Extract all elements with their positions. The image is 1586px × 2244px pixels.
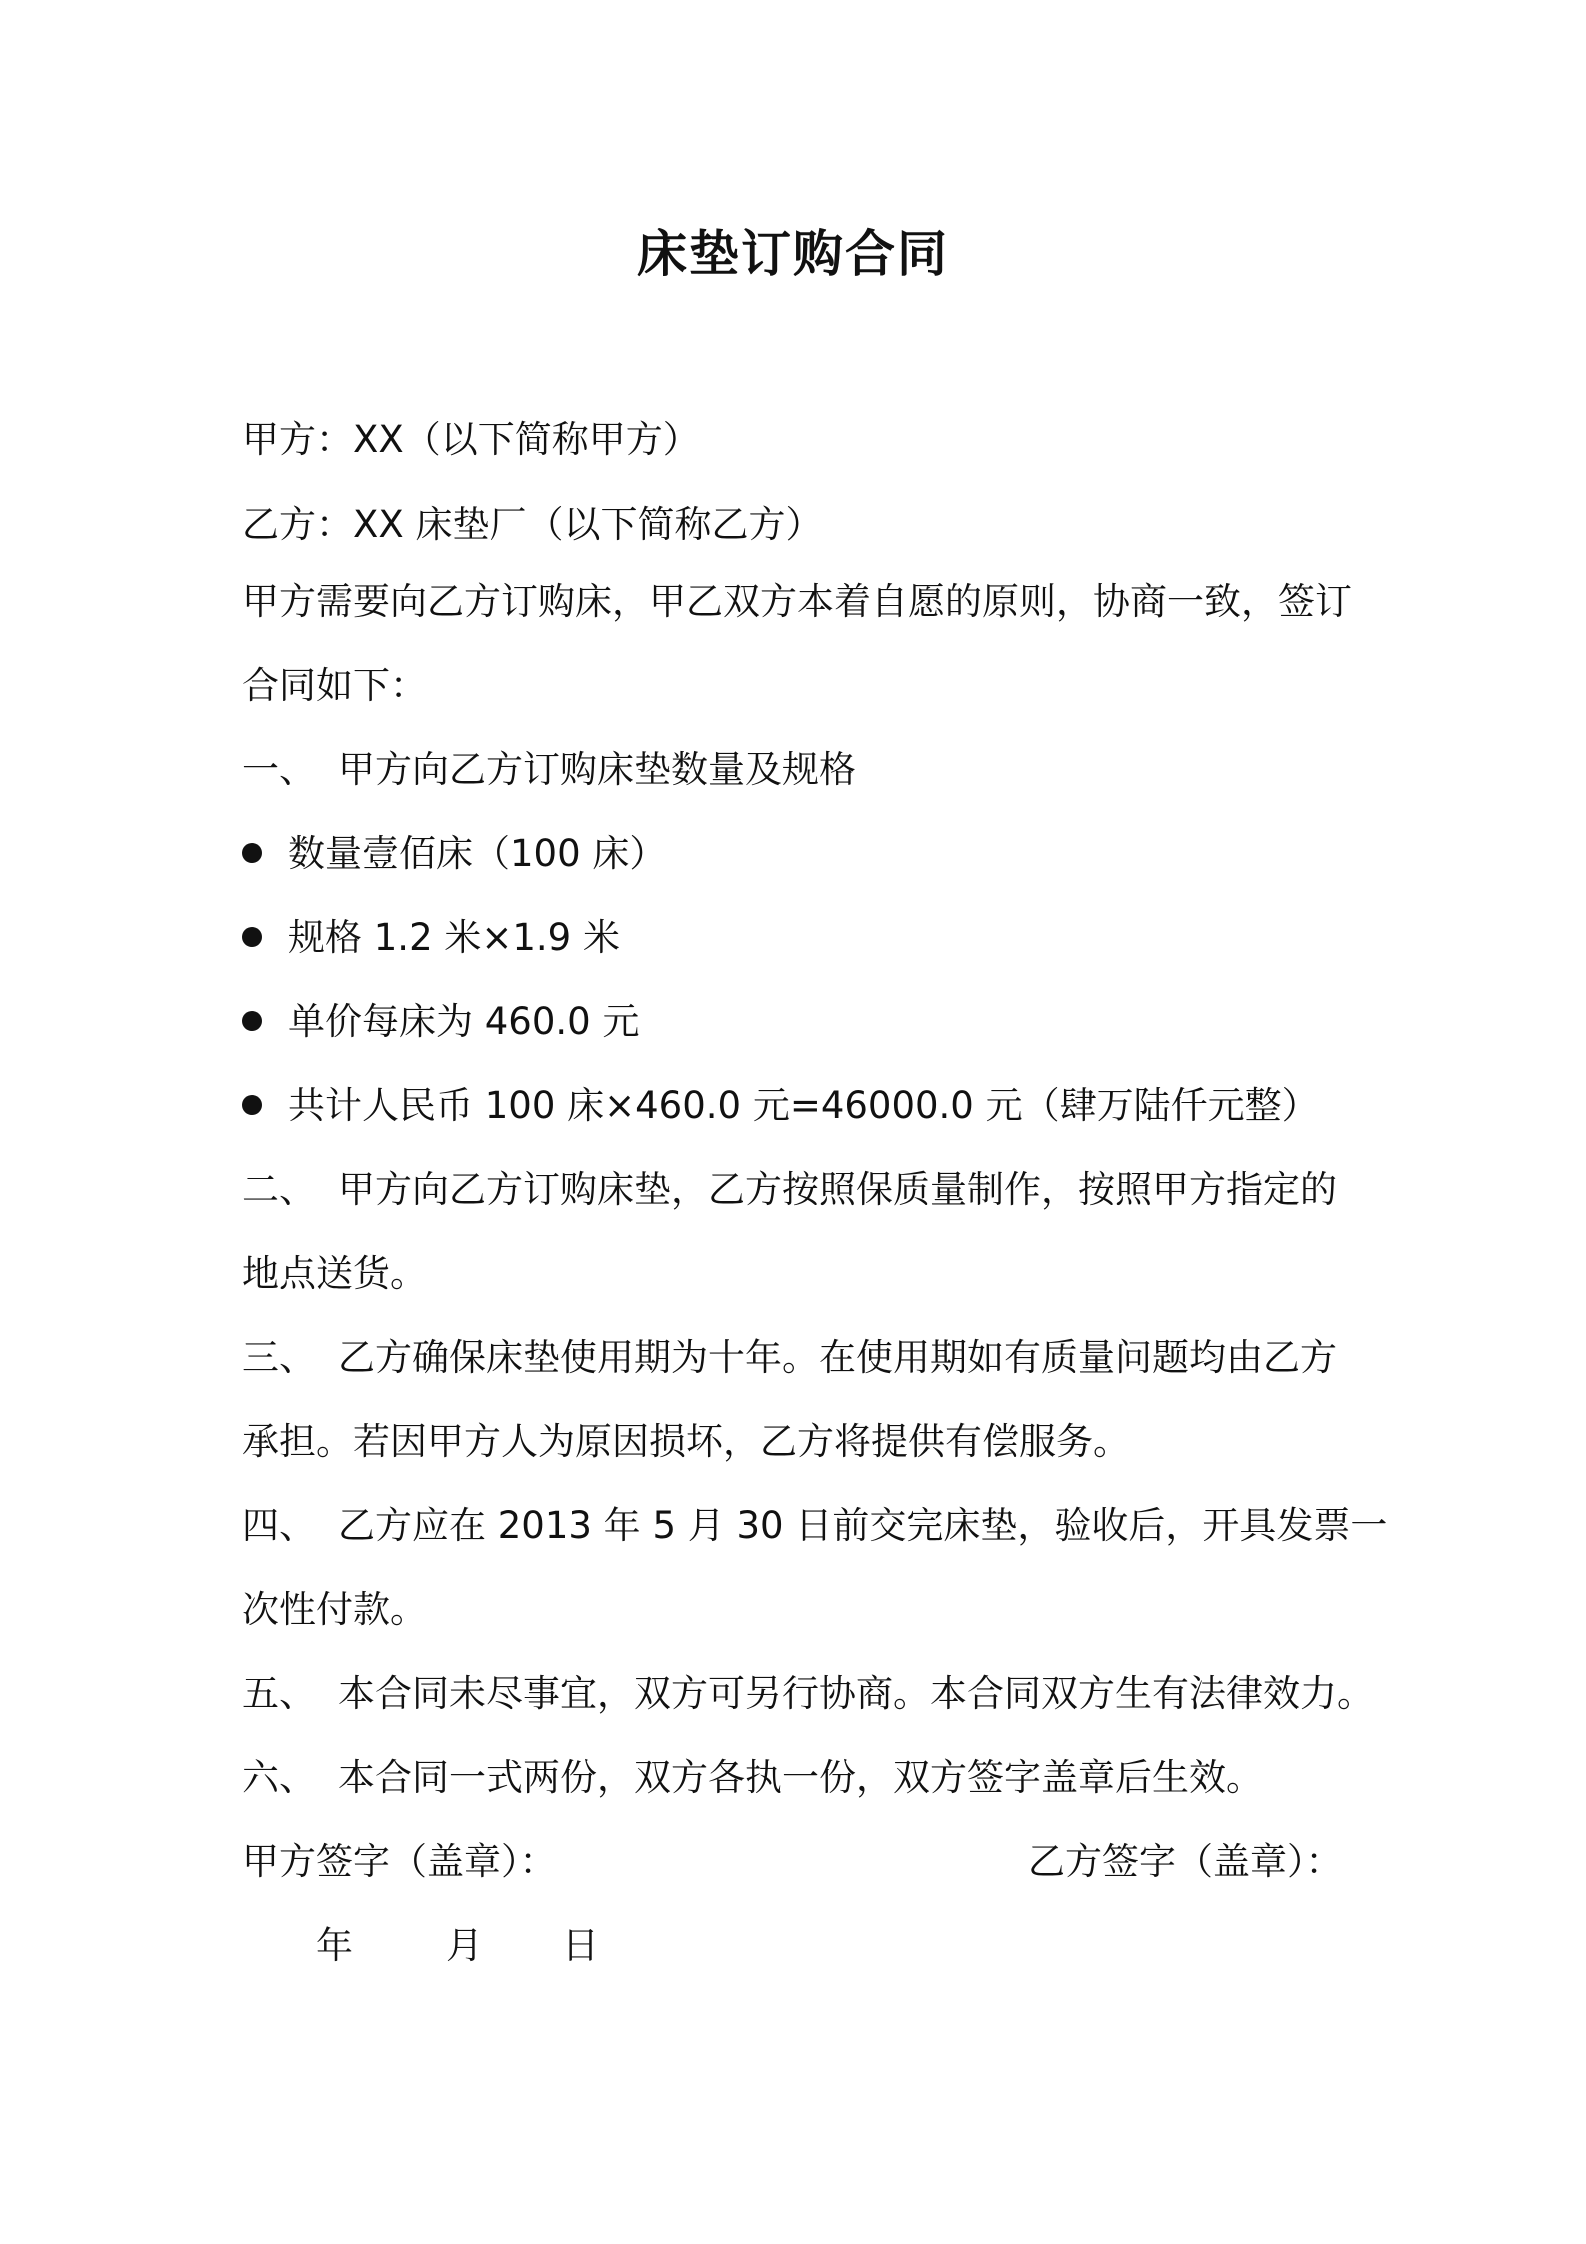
bullet-dot-icon — [242, 927, 262, 947]
clause-1 — [242, 746, 1362, 794]
clause-text: 本合同一式两份，双方各执一份，双方签字盖章后生效。 — [338, 1756, 1263, 1799]
bullet-item — [242, 1082, 1362, 1130]
clause-number: 六、 — [242, 1756, 316, 1799]
clause-text: 甲方向乙方订购床垫数量及规格 — [338, 748, 856, 791]
intro-line-2: 合同如下： — [242, 664, 427, 707]
bullet-text: 规格 1.2 米×1.9 米 — [288, 916, 620, 959]
bullet-item — [242, 914, 1362, 962]
date-year: 年 — [316, 1924, 353, 1967]
clause-6 — [242, 1754, 1362, 1802]
clause-2-continued: 地点送货。 — [242, 1252, 427, 1295]
bullet-item — [242, 830, 1362, 878]
signature-party-a: 甲方签字（盖章）： — [242, 1840, 557, 1883]
clause-number: 三、 — [242, 1336, 316, 1379]
signature-party-b: 乙方签字（盖章）： — [1028, 1840, 1343, 1883]
clause-text: 甲方向乙方订购床垫，乙方按照保质量制作，按照甲方指定的 — [338, 1168, 1337, 1211]
bullet-text: 数量壹佰床（100 床） — [288, 832, 667, 875]
clause-number: 一、 — [242, 748, 316, 791]
bullet-dot-icon — [242, 843, 262, 863]
bullet-text: 共计人民币 100 床×460.0 元=46000.0 元（肆万陆仟元整） — [288, 1084, 1319, 1127]
clause-text: 乙方确保床垫使用期为十年。在使用期如有质量问题均由乙方 — [338, 1336, 1337, 1379]
bullet-text: 单价每床为 460.0 元 — [288, 1000, 640, 1043]
bullet-dot-icon — [242, 1011, 262, 1031]
clause-3-continued: 承担。若因甲方人为原因损坏，乙方将提供有偿服务。 — [242, 1420, 1130, 1463]
clause-text: 本合同未尽事宜，双方可另行协商。本合同双方生有法律效力。 — [338, 1672, 1374, 1715]
party-b-line: 乙方：XX 床垫厂（以下简称乙方） — [242, 503, 823, 546]
clause-number: 五、 — [242, 1672, 316, 1715]
clause-text: 乙方应在 2013 年 5 月 30 日前交完床垫，验收后，开具发票一 — [338, 1504, 1388, 1547]
date-day: 日 — [562, 1924, 599, 1967]
clause-5 — [242, 1670, 1374, 1718]
date-month: 月 — [446, 1924, 483, 1967]
clause-2 — [242, 1166, 1362, 1214]
bullet-item — [242, 998, 1362, 1046]
clause-number: 四、 — [242, 1504, 316, 1547]
clause-3 — [242, 1334, 1362, 1382]
clause-4 — [242, 1502, 1388, 1550]
clause-number: 二、 — [242, 1168, 316, 1211]
party-a-line: 甲方：XX（以下简称甲方） — [242, 418, 700, 461]
intro-line-1: 甲方需要向乙方订购床，甲乙双方本着自愿的原则，协商一致，签订 — [242, 580, 1352, 623]
clause-4-continued: 次性付款。 — [242, 1588, 427, 1631]
bullet-dot-icon — [242, 1095, 262, 1115]
document-title: 床垫订购合同 — [637, 225, 949, 283]
